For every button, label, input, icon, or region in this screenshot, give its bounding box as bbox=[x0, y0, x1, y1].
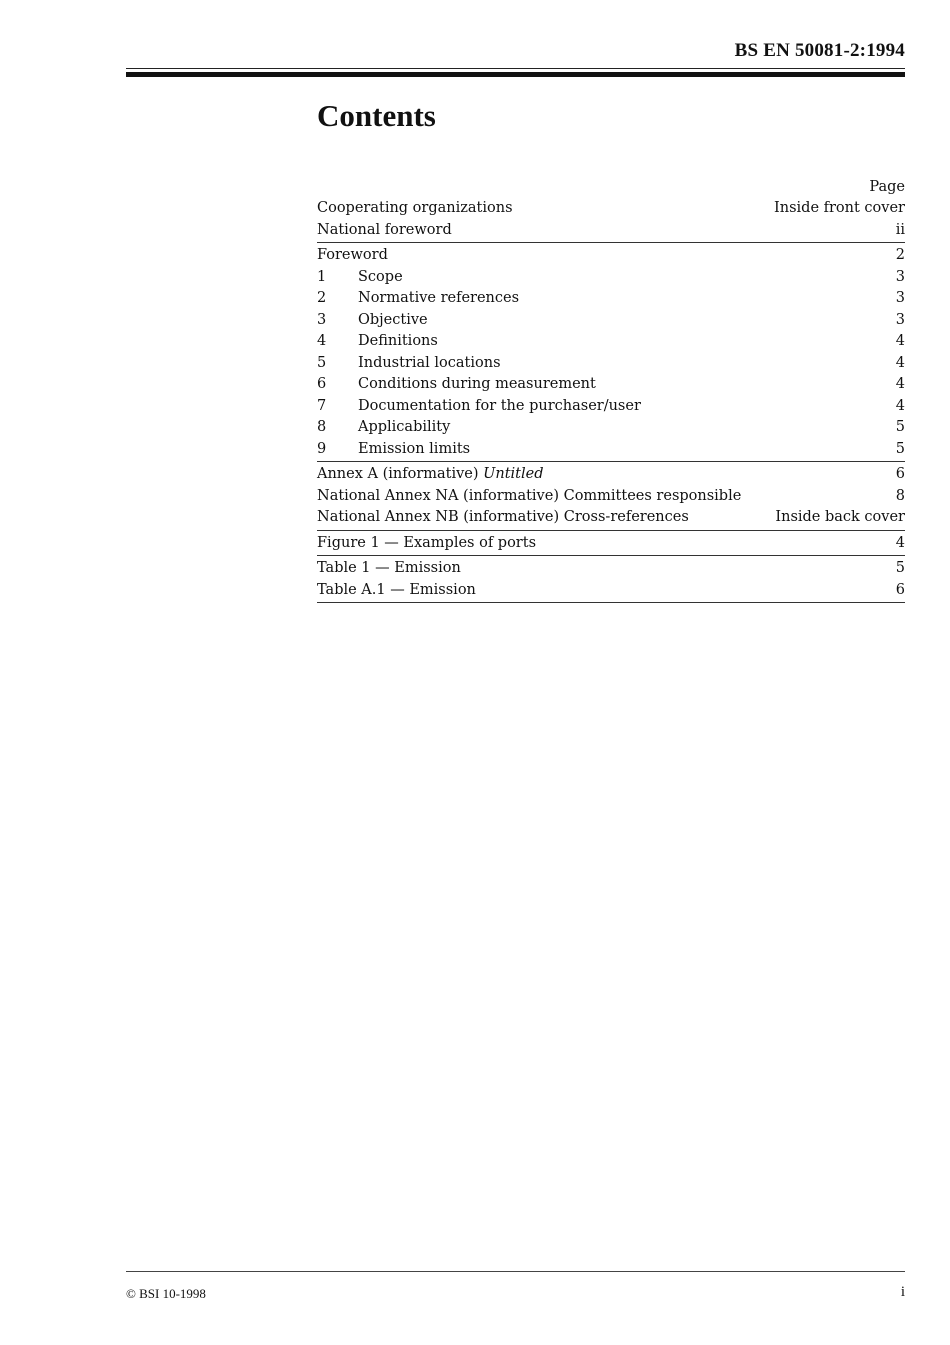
toc-entry-label-italic: Untitled bbox=[483, 466, 544, 482]
toc-entry-label: National foreword bbox=[317, 221, 452, 238]
toc-entry-number: 5 bbox=[317, 354, 327, 371]
toc-entry[interactable] bbox=[317, 220, 905, 242]
toc-entry[interactable] bbox=[317, 464, 905, 486]
toc-entry-page: 5 bbox=[895, 440, 905, 457]
footer-copyright: © BSI 10-1998 bbox=[126, 1286, 206, 1301]
toc-entry-page: 6 bbox=[895, 581, 905, 598]
toc-entry-number: 3 bbox=[317, 311, 327, 328]
header-rule-thin bbox=[126, 68, 905, 69]
toc-entry-label: Scope bbox=[358, 268, 403, 285]
document-id: BS EN 50081-2:1994 bbox=[734, 40, 905, 61]
toc-entry-page: 6 bbox=[895, 466, 905, 482]
toc-entry-number: 6 bbox=[317, 376, 327, 392]
toc-entry[interactable] bbox=[317, 533, 905, 555]
toc-entry[interactable] bbox=[317, 580, 905, 602]
toc-group-front bbox=[317, 198, 905, 243]
footer-rule bbox=[126, 1271, 905, 1272]
header-rule-thick bbox=[126, 72, 905, 77]
toc-entry[interactable] bbox=[317, 353, 905, 375]
toc-entry[interactable] bbox=[317, 267, 905, 289]
toc-entry-number: 4 bbox=[317, 333, 327, 349]
toc-entry[interactable] bbox=[317, 558, 905, 580]
toc-entry-label: Table 1 — Emission bbox=[317, 560, 461, 576]
toc-entry-page: 3 bbox=[895, 268, 905, 285]
toc-entry[interactable] bbox=[317, 331, 905, 353]
toc-entry-page: Inside front cover bbox=[774, 200, 905, 216]
toc-entry-number: 9 bbox=[317, 440, 327, 457]
toc-entry-page: 3 bbox=[895, 290, 905, 306]
toc-entry-label: National Annex NA (informative) Committees responsible bbox=[317, 487, 742, 504]
toc-entry-page: ii bbox=[895, 221, 905, 238]
toc-entry[interactable] bbox=[317, 198, 905, 220]
toc-entry-page: 5 bbox=[895, 560, 905, 576]
toc-entry-page: 8 bbox=[895, 487, 905, 504]
toc-entry[interactable] bbox=[317, 310, 905, 332]
toc-entry[interactable] bbox=[317, 507, 905, 529]
toc-page-heading: Page bbox=[869, 179, 905, 195]
toc-entry-label: Foreword bbox=[317, 247, 388, 263]
toc-entry-page: 5 bbox=[895, 419, 905, 435]
toc-entry-number: 1 bbox=[317, 268, 327, 285]
page-title: Contents bbox=[317, 98, 436, 133]
toc-entry[interactable] bbox=[317, 245, 905, 267]
toc-entry-number: 2 bbox=[317, 290, 327, 306]
toc-entry-label: Industrial locations bbox=[358, 354, 501, 371]
toc-entry-label: Normative references bbox=[358, 290, 520, 306]
toc-entry-page: 4 bbox=[895, 534, 905, 551]
toc-entry-page: 4 bbox=[895, 376, 905, 392]
toc-entry-page: Inside back cover bbox=[775, 509, 905, 525]
toc-entry[interactable] bbox=[317, 396, 905, 418]
toc-group-tables bbox=[317, 558, 905, 603]
toc-entry-label: National Annex NB (informative) Cross-references bbox=[317, 509, 689, 525]
toc-entry-label: Objective bbox=[358, 311, 428, 328]
toc-group-figures bbox=[317, 533, 905, 557]
toc-entry[interactable] bbox=[317, 486, 905, 508]
toc-group-annexes bbox=[317, 464, 905, 531]
toc-group-clauses bbox=[317, 245, 905, 462]
toc-entry-label: Annex A (informative) bbox=[317, 466, 479, 482]
toc-entry[interactable] bbox=[317, 417, 905, 439]
toc-entry-label: Applicability bbox=[358, 419, 451, 435]
toc-entry-label: Cooperating organizations bbox=[317, 200, 513, 216]
footer-page-number: i bbox=[900, 1284, 905, 1300]
table-of-contents bbox=[317, 177, 905, 605]
toc-entry-page: 4 bbox=[895, 333, 905, 349]
toc-entry-label: Emission limits bbox=[358, 440, 471, 457]
toc-entry-page: 4 bbox=[895, 397, 905, 414]
toc-entry-label: Conditions during measurement bbox=[358, 376, 596, 392]
toc-entry-label: Documentation for the purchaser/user bbox=[358, 397, 641, 414]
toc-entry-page: 3 bbox=[895, 311, 905, 328]
toc-entry[interactable] bbox=[317, 288, 905, 310]
toc-entry-label: Definitions bbox=[358, 333, 438, 349]
toc-entry-label: Table A.1 — Emission bbox=[317, 581, 476, 598]
toc-entry[interactable] bbox=[317, 439, 905, 461]
toc-entry-number: 7 bbox=[317, 397, 327, 414]
toc-entry[interactable] bbox=[317, 374, 905, 396]
toc-entry-number: 8 bbox=[317, 419, 327, 435]
toc-entry-page: 4 bbox=[895, 354, 905, 371]
toc-entry-page: 2 bbox=[895, 247, 905, 263]
toc-entry-label: Figure 1 — Examples of ports bbox=[317, 534, 537, 551]
